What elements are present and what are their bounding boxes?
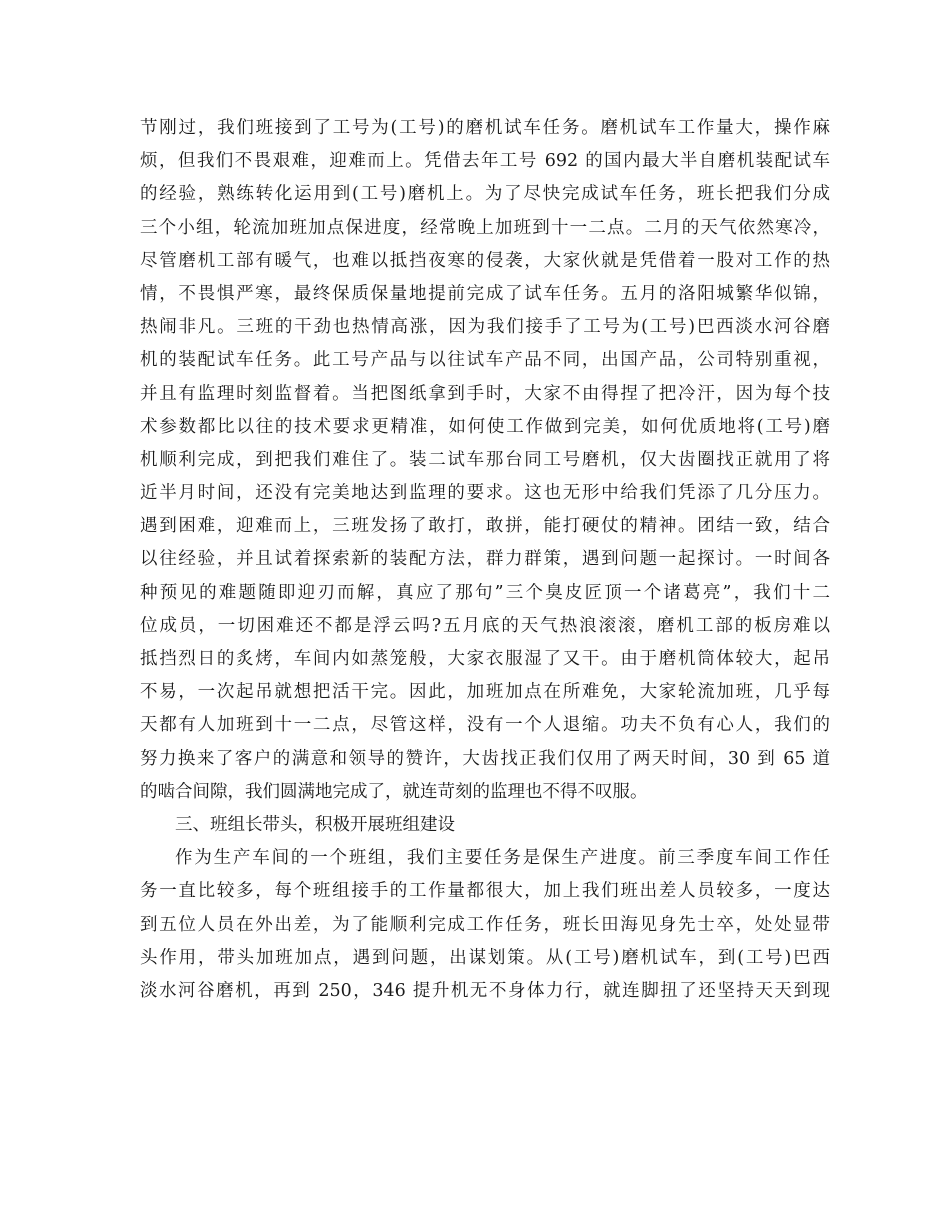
text-line: 头作用，带头加班加点，遇到问题，出谋划策。从(工号)磨机试车，到(工号)巴西 [140, 947, 830, 968]
text-line: 并且有监理时刻监督着。当把图纸拿到手时，大家不由得捏了把冷汗，因为每个技 [140, 383, 830, 404]
text-line: 位成员，一切困难还不都是浮云吗?五月底的天气热浪滚滚，磨机工部的板房难以 [140, 615, 830, 636]
text-line: 热闹非凡。三班的干劲也热情高涨，因为我们接手了工号为(工号)巴西淡水河谷磨 [140, 317, 830, 338]
text-line: 作为生产车间的一个班组，我们主要任务是保生产进度。前三季度车间工作任 [175, 848, 830, 869]
text-line: 术参数都比以往的技术要求更精准，如何使工作做到完美，如何优质地将(工号)磨 [140, 416, 830, 437]
text-line: 的经验，熟练转化运用到(工号)磨机上。为了尽快完成试车任务，班长把我们分成 [140, 184, 830, 205]
text-line: 到五位人员在外出差，为了能顺利完成工作任务，班长田海见身先士卒，处处显带 [140, 914, 830, 935]
text-line: 天都有人加班到十一二点，尽管这样，没有一个人退缩。功夫不负有心人，我们的 [140, 715, 830, 736]
text-line: 努力换来了客户的满意和领导的赞许，大齿找正我们仅用了两天时间，30 到 65 道 [140, 748, 830, 769]
text-line: 烦，但我们不畏艰难，迎难而上。凭借去年工号 692 的国内最大半自磨机装配试车 [140, 151, 830, 172]
paragraph-2 [140, 842, 830, 1008]
text-line: 机的装配试车任务。此工号产品与以往试车产品不同，出国产品，公司特别重视， [140, 350, 830, 371]
section-heading: 三、班组长带头，积极开展班组建设 [175, 814, 455, 835]
text-line: 遇到困难，迎难而上，三班发扬了敢打，敢拼，能打硬仗的精神。团结一致，结合 [140, 516, 830, 537]
text-line: 三个小组，轮流加班加点保进度，经常晚上加班到十一二点。二月的天气依然寒冷， [140, 217, 830, 238]
text-line: 淡水河谷磨机，再到 250，346 提升机无不身体力行，就连脚扭了还坚持天天到现 [140, 980, 830, 1001]
text-line: 尽管磨机工部有暖气，也难以抵挡夜寒的侵袭，大家伙就是凭借着一股对工作的热 [140, 250, 830, 271]
text-line: 务一直比较多，每个班组接手的工作量都很大，加上我们班出差人员较多，一度达 [140, 881, 830, 902]
text-line: 种预见的难题随即迎刃而解，真应了那句”三个臭皮匠顶一个诸葛亮”，我们十二 [140, 582, 830, 603]
text-line: 机顺利完成，到把我们难住了。装二试车那台同工号磨机，仅大齿圈找正就用了将 [140, 449, 830, 470]
document-body [140, 112, 830, 1008]
text-line: 不易，一次起吊就想把活干完。因此，加班加点在所难免，大家轮流加班，几乎每 [140, 682, 830, 703]
paragraph-1 [140, 112, 830, 809]
text-line: 节刚过，我们班接到了工号为(工号)的磨机试车任务。磨机试车工作量大，操作麻 [140, 118, 830, 138]
text-line: 情，不畏惧严寒，最终保质保量地提前完成了试车任务。五月的洛阳城繁华似锦， [140, 283, 830, 304]
text-line: 以往经验，并且试着探索新的装配方法，群力群策，遇到问题一起探讨。一时间各 [140, 549, 830, 570]
text-line: 近半月时间，还没有完美地达到监理的要求。这也无形中给我们凭添了几分压力。 [140, 483, 830, 504]
text-line: 的啮合间隙，我们圆满地完成了，就连苛刻的监理也不得不叹服。 [140, 781, 648, 802]
text-line: 抵挡烈日的炙烤，车间内如蒸笼般，大家衣服湿了又干。由于磨机筒体较大，起吊 [140, 649, 830, 669]
